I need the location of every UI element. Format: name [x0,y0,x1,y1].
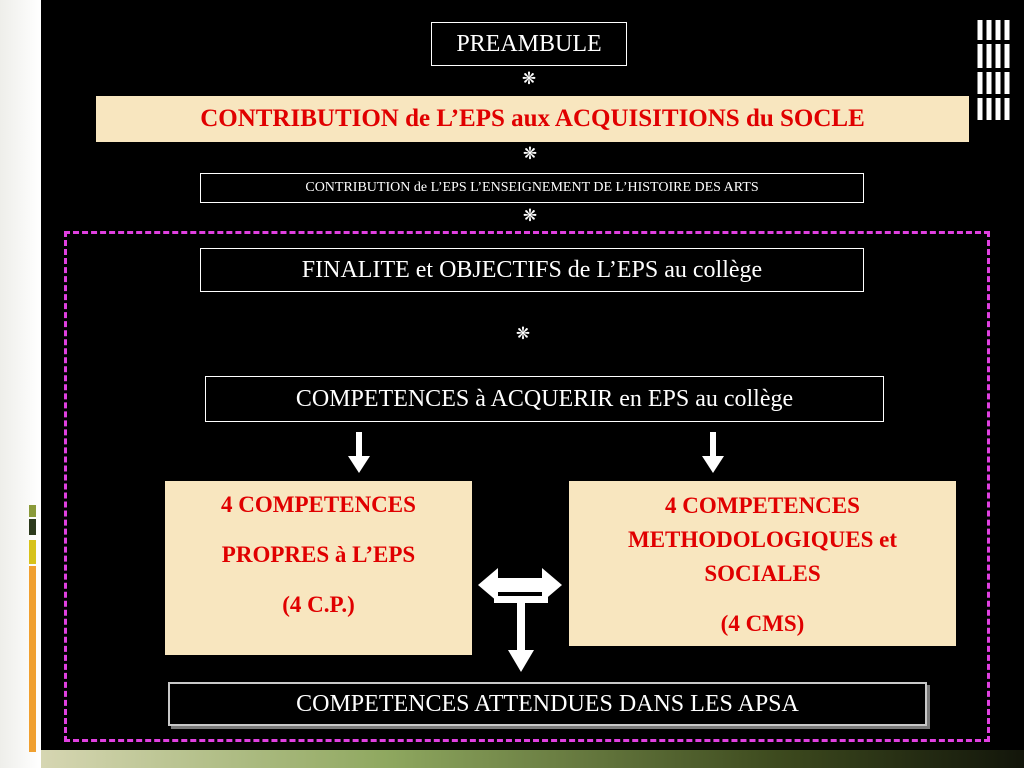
competences-propres-box [165,481,472,655]
cms-line-3: SOCIALES [704,561,821,586]
cp-line-2: PROPRES à L’EPS [221,542,416,567]
cms-line-2: METHODOLOGIQUES et [628,527,897,552]
competences-acquerir-box [205,376,884,422]
finalite-box [200,248,864,292]
t-arrow-icon [494,596,548,674]
finalite-label: FINALITE et OBJECTIFS de L’EPS au collège [301,256,763,283]
cp-line-3: (4 C.P.) [282,592,355,617]
down-arrow-icon [347,432,371,474]
arts-contribution-box [200,173,864,203]
competences-methodologiques-box [569,481,956,646]
arts-contribution-label: CONTRIBUTION de L’EPS L’ENSEIGNEMENT DE L’HISTOIRE DES ARTS [305,180,759,195]
asterisk-flower-icon: ❋ [522,206,538,226]
cp-line-1: 4 COMPETENCES [221,492,416,517]
strip-accent-dark [29,519,36,535]
corner-dash-decoration [976,20,1010,120]
cms-line-1: 4 COMPETENCES [665,493,860,518]
apsa-label: COMPETENCES ATTENDUES DANS LES APSA [296,690,799,717]
apsa-box [168,682,927,726]
left-decorative-strip [0,0,41,768]
strip-accent-green [29,505,36,517]
asterisk-flower-icon: ❋ [515,324,531,344]
competences-acquerir-label: COMPETENCES à ACQUERIR en EPS au collège [295,385,794,412]
down-arrow-icon [701,432,725,474]
socle-contribution-box [96,96,969,142]
preamble-label: PREAMBULE [456,30,602,57]
asterisk-flower-icon: ❋ [521,69,537,89]
asterisk-flower-icon: ❋ [522,144,538,164]
bottom-decorative-strip [41,750,1024,768]
strip-accent-yellow [29,540,36,564]
socle-contribution-label: CONTRIBUTION de L’EPS aux ACQUISITIONS du SOCLE [200,105,865,132]
preamble-box [431,22,627,66]
strip-accent-orange [29,566,36,752]
cms-line-4: (4 CMS) [720,611,805,636]
